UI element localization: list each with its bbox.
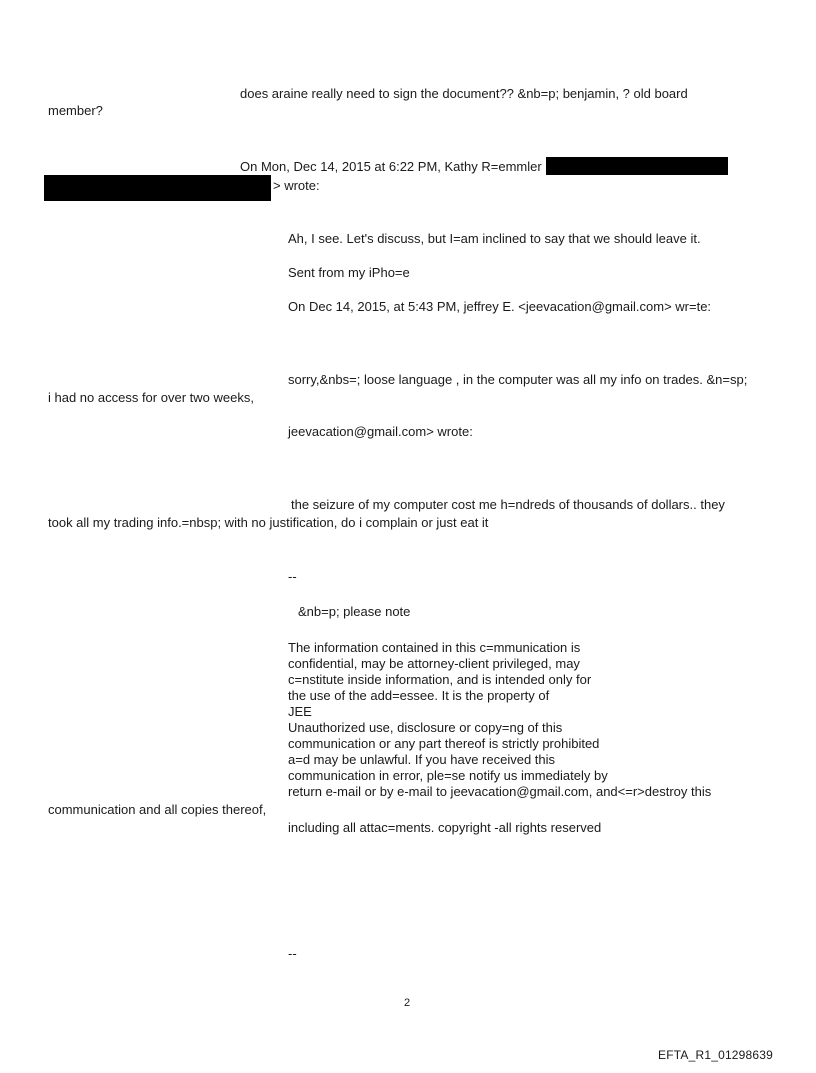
- disclaimer-line: JEE: [288, 704, 312, 719]
- redaction-bar-2: [44, 175, 271, 201]
- reply-3-line-2: i had no access for over two weeks,: [48, 390, 254, 405]
- original-line-2: took all my trading info.=nbsp; with no justification, do i complain or just eat it: [48, 515, 489, 530]
- redaction-bar-1: [546, 157, 728, 175]
- disclaimer-wrap: communication and all copies thereof,: [48, 802, 267, 817]
- disclaimer-line: return e-mail or by e-mail to jeevacation@gmail.com, and<=r>destroy this: [288, 784, 712, 799]
- original-line-1: the seizure of my computer cost me h=ndreds of thousands of dollars.. they: [291, 497, 725, 512]
- bates-id: EFTA_R1_01298639: [658, 1048, 774, 1062]
- reply-2-signature: Sent from my iPho=e: [288, 265, 410, 280]
- disclaimer-line: the use of the add=essee. It is the property of: [288, 688, 550, 703]
- quote-header-1-line-1: On Mon, Dec 14, 2015 at 6:22 PM, Kathy R=emmler: [240, 159, 542, 174]
- disclaimer-line: communication or any part thereof is strictly prohibited: [288, 736, 600, 751]
- disclaimer-line: c=nstitute inside information, and is intended only for: [288, 672, 592, 687]
- quote-header-2: On Dec 14, 2015, at 5:43 PM, jeffrey E. <jeevacation@gmail.com> wr=te:: [288, 299, 712, 314]
- quote-header-1-line-2: > wrote:: [273, 178, 320, 193]
- separator-1: --: [288, 569, 297, 584]
- disclaimer-line: confidential, may be attorney-client privileged, may: [288, 656, 580, 671]
- page-number: 2: [404, 997, 411, 1009]
- quote-header-3: jeevacation@gmail.com> wrote:: [288, 424, 473, 439]
- reply-2-body: Ah, I see. Let's discuss, but I=am inclined to say that we should leave it.: [288, 231, 701, 246]
- disclaimer-line: communication in error, ple=se notify us immediately by: [288, 768, 608, 783]
- reply-3-line-1: sorry,&nbs=; loose language , in the computer was all my info on trades. &n=sp;: [288, 372, 748, 387]
- disclaimer-line: a=d may be unlawful. If you have received this: [288, 752, 556, 767]
- please-note: &nb=p; please note: [298, 604, 411, 619]
- reply-line-1: does araine really need to sign the document?? &nb=p; benjamin, ? old board: [240, 86, 688, 101]
- separator-2: --: [288, 946, 297, 961]
- disclaimer-last: including all attac=ments. copyright -all rights reserved: [288, 820, 602, 835]
- disclaimer-line: The information contained in this c=mmunication is: [288, 640, 581, 655]
- disclaimer-line: Unauthorized use, disclosure or copy=ng of this: [288, 720, 563, 735]
- reply-line-2: member?: [48, 103, 103, 118]
